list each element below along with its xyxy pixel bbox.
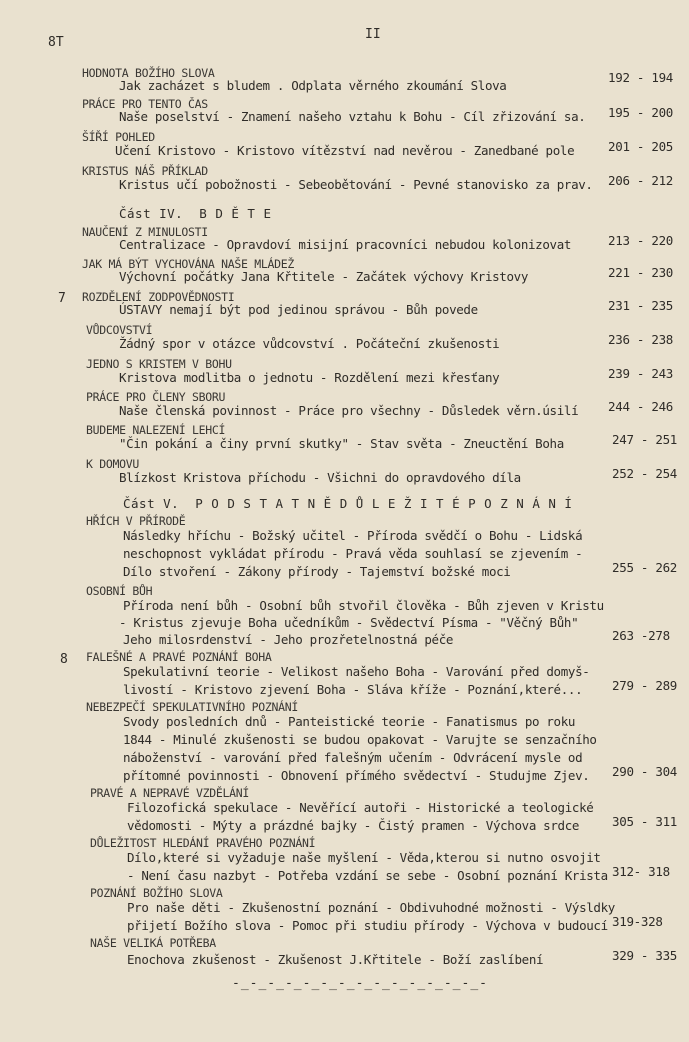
- entry-pages: 290 - 304: [612, 764, 678, 779]
- entry-pages: 329 - 335: [612, 948, 678, 963]
- entry-heading: PRÁCE PRO ČLENY SBORU: [86, 390, 226, 404]
- entry-heading: PRÁCE PRO TENTO ČAS: [82, 97, 208, 111]
- entry-line: - Není času nazbyt - Potřeba vzdání se sebe - Osobní poznání Krista: [127, 868, 608, 883]
- entry-line: Výchovní počátky Jana Křtitele - Začátek výchovy Kristovy: [119, 269, 529, 284]
- page-number: 8T: [48, 35, 64, 50]
- entry-pages: 252 - 254: [612, 466, 678, 481]
- entry-pages: 319-328: [612, 914, 663, 929]
- entry-heading: DŮLEŽITOST HLEDÁNÍ PRAVÉHO POZNÁNÍ: [90, 836, 316, 850]
- entry-line: - Kristus zjevuje Boha učedníkům - Svědectví Písma - "Věčný Bůh": [119, 615, 579, 630]
- entry-pages: 201 - 205: [608, 139, 674, 154]
- entry-pages: 312- 318: [612, 864, 670, 879]
- entry-heading: FALEŠNÉ A PRAVÉ POZNÁNÍ BOHA: [86, 650, 272, 664]
- entry-line: Spekulativní teorie - Velikost našeho Boha - Varování před domyš-: [123, 664, 590, 679]
- part-prefix: Část V.: [123, 496, 180, 511]
- entry-pages: 305 - 311: [612, 814, 678, 829]
- side-number: 8: [60, 652, 68, 667]
- entry-heading: K DOMOVU: [86, 457, 139, 471]
- entry-line: Pro naše děti - Zkušenostní poznání - Obdivuhodné možnosti - Výsldky: [127, 900, 615, 915]
- entry-line: Příroda není bůh - Osobní bůh stvořil člověka - Bůh zjeven v Kristu: [123, 598, 604, 613]
- part-title: B D Ě T E: [199, 206, 272, 221]
- footer-rule: -_-_-_-_-_-_-_-_-_-_-_-_-_-_-: [232, 976, 488, 991]
- entry-pages: 236 - 238: [608, 332, 674, 347]
- entry-line: Dílo,které si vyžaduje naše myšlení - Věda,kterou si nutno osvojit: [127, 850, 601, 865]
- entry-heading: JEDNO S KRISTEM V BOHU: [86, 357, 232, 371]
- entry-heading: OSOBNÍ BŮH: [86, 584, 153, 598]
- entry-line: Svody posledních dnů - Panteistické teorie - Fanatismus po roku: [123, 714, 576, 729]
- entry-heading: PRAVÉ A NEPRAVÉ VZDĚLÁNÍ: [90, 786, 249, 800]
- entry-line: přijetí Božího slova - Pomoc při studiu přírody - Výchova v budoucí: [127, 918, 608, 933]
- entry-line: vědomosti - Mýty a prázdné bajky - Čistý pramen - Výchova srdce: [127, 818, 580, 833]
- entry-line: Kristova modlitba o jednotu - Rozdělení mezi křesťany: [119, 370, 500, 385]
- entry-pages: 255 - 262: [612, 560, 678, 575]
- entry-heading: BUDEME NALEZENÍ LEHCÍ: [86, 423, 226, 437]
- entry-heading: VŮDCOVSTVÍ: [86, 323, 153, 337]
- part-heading: [123, 496, 572, 511]
- entry-line: přítomné povinnosti - Obnovení přímého svědectví - Studujme Zjev.: [123, 768, 590, 783]
- entry-pages: 221 - 230: [608, 265, 674, 280]
- entry-line: neschopnost vykládat přírodu - Pravá věda souhlasí se zjevením -: [123, 546, 583, 561]
- entry-pages: 206 - 212: [608, 173, 674, 188]
- entry-pages: 239 - 243: [608, 366, 674, 381]
- entry-pages: 279 - 289: [612, 678, 678, 693]
- entry-line: Centralizace - Opravdoví misijní pracovníci nebudou kolonizovat: [119, 237, 572, 252]
- entry-line: Žádný spor v otázce vůdcovství . Počáteční zkušenosti: [119, 336, 500, 351]
- entry-line: Naše členská povinnost - Práce pro všechny - Důsledek věrn.úsilí: [119, 403, 579, 418]
- entry-line: Učení Kristovo - Kristovo vítězství nad nevěrou - Zanedbané pole: [115, 143, 575, 158]
- entry-pages: 244 - 246: [608, 399, 674, 414]
- entry-heading: ROZDĚLENÍ ZODPOVĚDNOSTI: [82, 290, 235, 304]
- entry-heading: NAUČENÍ Z MINULOSTI: [82, 225, 208, 239]
- entry-line: Jak zacházet s bludem . Odplata věrného zkoumání Slova: [119, 78, 507, 93]
- entry-pages: 195 - 200: [608, 105, 674, 120]
- entry-pages: 213 - 220: [608, 233, 674, 248]
- header-numeral: II: [365, 27, 381, 42]
- entry-line: Následky hříchu - Božský učitel - Příroda svědčí o Bohu - Lidská: [123, 528, 583, 543]
- entry-line: Filozofická spekulace - Nevěřící autoři - Historické a teologické: [127, 800, 594, 815]
- entry-heading: NAŠE VELIKÁ POTŘEBA: [90, 936, 216, 950]
- side-number: 7: [58, 291, 66, 306]
- entry-line: Blízkost Kristova příchodu - Všichni do opravdového díla: [119, 470, 521, 485]
- entry-heading: JAK MÁ BÝT VYCHOVÁNA NAŠE MLÁDEŽ: [82, 257, 294, 271]
- part-title: P O D S T A T N Ě D Ů L E Ž I T É P O Z N Á N Í: [195, 496, 573, 511]
- entry-line: Kristus učí pobožnosti - Sebeobětování - Pevné stanovisko za prav.: [119, 177, 593, 192]
- part-heading: [119, 206, 272, 221]
- entry-line: Dílo stvoření - Zákony přírody - Tajemství božské moci: [123, 564, 511, 579]
- entry-pages: 247 - 251: [612, 432, 678, 447]
- entry-line: 1844 - Minulé zkušenosti se budou opakovat - Varujte se senzačního: [123, 732, 597, 747]
- entry-heading: POZNÁNÍ BOŽÍHO SLOVA: [90, 886, 223, 900]
- entry-pages: 192 - 194: [608, 70, 674, 85]
- entry-line: livostí - Kristovo zjevení Boha - Sláva kříže - Poznání,které...: [123, 682, 583, 697]
- entry-pages: 263 -278: [612, 628, 670, 643]
- entry-heading: KRISTUS NÁŠ PŘÍKLAD: [82, 164, 208, 178]
- entry-line: ÚSTAVY nemají být pod jedinou správou - Bůh povede: [119, 302, 478, 317]
- entry-heading: NEBEZPEČÍ SPEKULATIVNÍHO POZNÁNÍ: [86, 700, 298, 714]
- entry-line: Jeho milosrdenství - Jeho prozřetelnostná péče: [123, 632, 454, 647]
- entry-line: Enochova zkušenost - Zkušenost J.Křtitele - Boží zaslíbení: [127, 952, 544, 967]
- part-prefix: Část IV.: [119, 206, 184, 221]
- entry-line: "Čin pokání a činy první skutky" - Stav světa - Zneuctění Boha: [119, 436, 564, 451]
- entry-pages: 231 - 235: [608, 298, 674, 313]
- entry-heading: HŘÍCH V PŘÍRODĚ: [86, 514, 186, 528]
- entry-line: Naše poselství - Znamení našeho vztahu k Bohu - Cíl zřizování sa.: [119, 109, 586, 124]
- entry-line: náboženství - varování před falešným učením - Odvrácení mysle od: [123, 750, 583, 765]
- entry-heading: ŠÍŘÍ POHLED: [82, 130, 155, 144]
- entry-heading: HODNOTA BOŽÍHO SLOVA: [82, 66, 215, 80]
